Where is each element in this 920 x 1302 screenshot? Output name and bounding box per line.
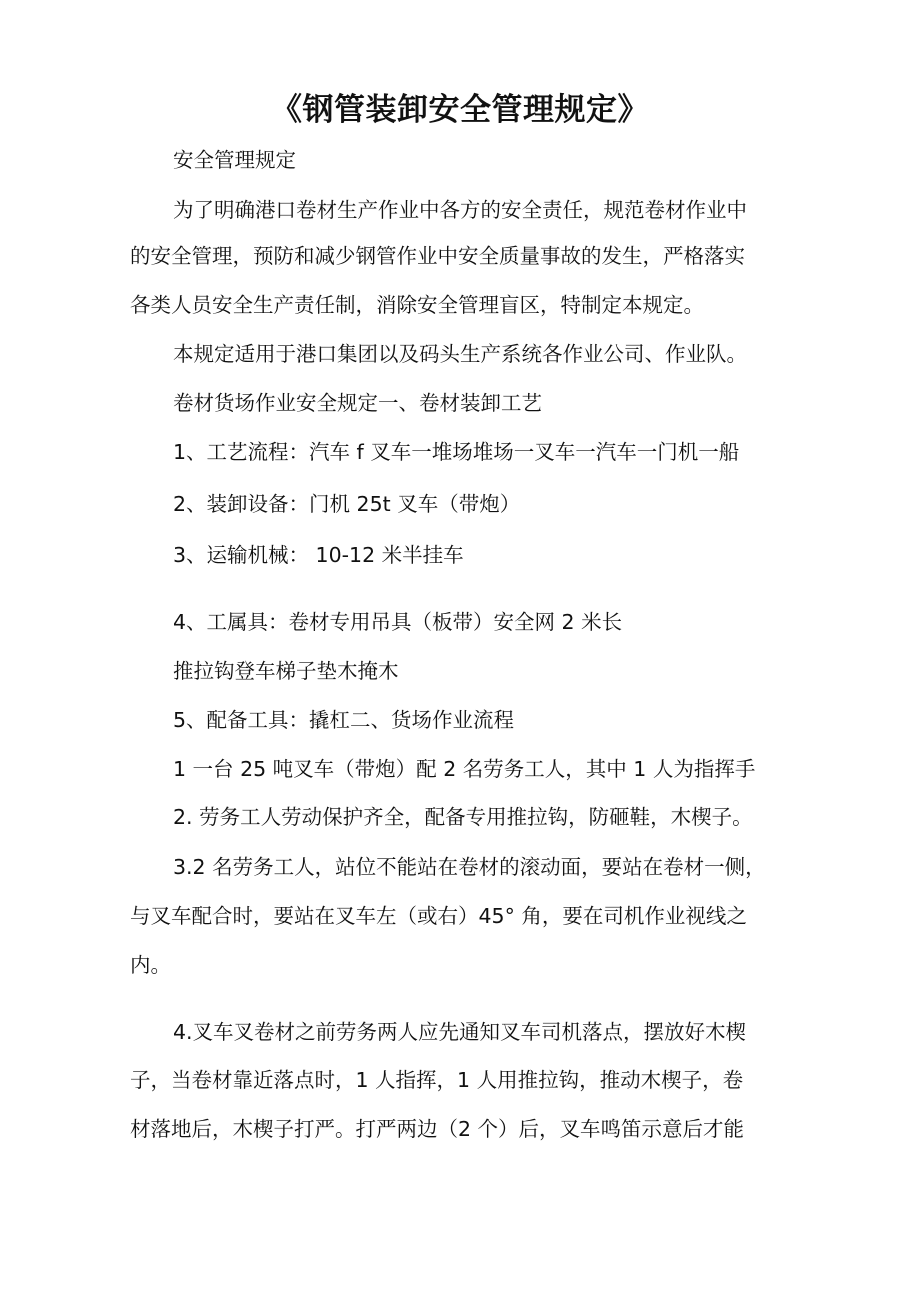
list-item: 4.叉车叉卷材之前劳务两人应先通知叉车司机落点，摆放好木楔 [173, 1020, 747, 1044]
paragraph-line: 材落地后，木楔子打严。打严两边（2 个）后，叉车鸣笛示意后才能 [130, 1117, 745, 1141]
list-item: 5、配备工具：撬杠二、货场作业流程 [173, 708, 515, 732]
paragraph-line: 卷材货场作业安全规定一、卷材装卸工艺 [173, 391, 542, 415]
section-heading: 安全管理规定 [173, 148, 296, 172]
list-item: 4、工属具：卷材专用吊具（板带）安全网 2 米长 [173, 610, 623, 634]
list-item: 1 一台 25 吨叉车（带炮）配 2 名劳务工人，其中 1 人为指挥手 [173, 757, 756, 781]
paragraph-line: 与叉车配合时，要站在叉车左（或右）45° 角，要在司机作业视线之 [130, 904, 747, 928]
paragraph-line: 本规定适用于港口集团以及码头生产系统各作业公司、作业队。 [173, 342, 747, 366]
list-item: 2、装卸设备：门机 25t 叉车（带炮） [173, 492, 521, 516]
list-item: 2. 劳务工人劳动保护齐全，配备专用推拉钩，防砸鞋，木楔子。 [173, 805, 753, 829]
paragraph-line: 内。 [130, 953, 171, 977]
paragraph-line: 推拉钩登车梯子垫木掩木 [173, 659, 399, 683]
document-title: 《钢管装卸安全管理规定》 [271, 92, 649, 128]
list-item: 3、运输机械： 10-12 米半挂车 [173, 543, 464, 567]
list-item: 1、工艺流程：汽车 f 叉车一堆场堆场一叉车一汽车一门机一船 [173, 440, 740, 464]
paragraph-line: 为了明确港口卷材生产作业中各方的安全责任，规范卷材作业中 [173, 198, 747, 222]
paragraph-line: 各类人员安全生产责任制，消除安全管理盲区，特制定本规定。 [130, 293, 704, 317]
paragraph-line: 子，当卷材靠近落点时，1 人指挥，1 人用推拉钩，推动木楔子，卷 [130, 1068, 744, 1092]
paragraph-line: 的安全管理，预防和减少钢管作业中安全质量事故的发生，严格落实 [130, 244, 745, 268]
list-item: 3.2 名劳务工人，站位不能站在卷材的滚动面，要站在卷材一侧， [173, 855, 766, 879]
